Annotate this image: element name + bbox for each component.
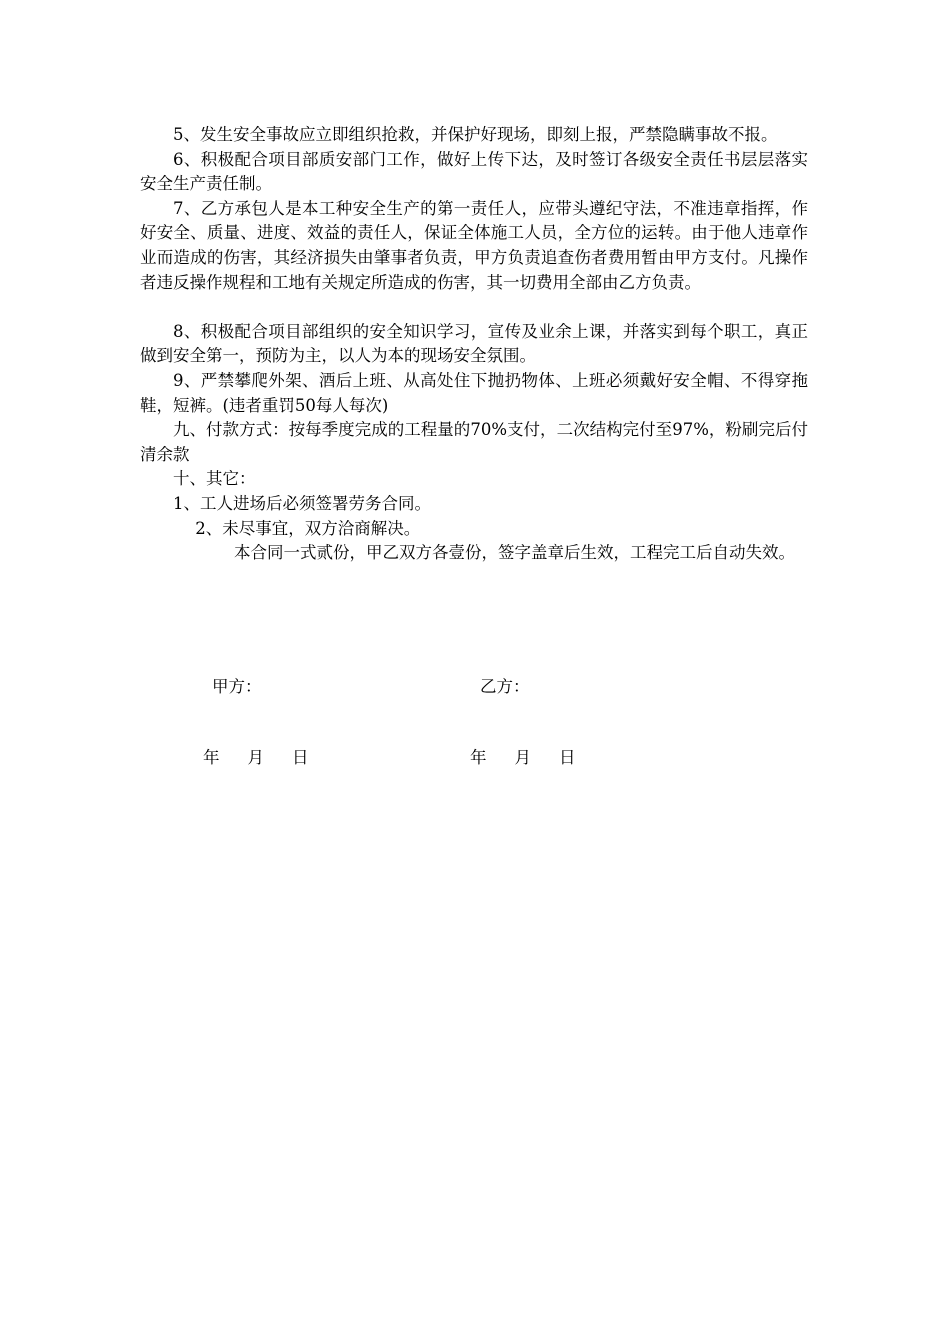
- party-a-date: [203, 746, 309, 770]
- party-b-date: [470, 746, 576, 770]
- other-item-1: 1、工人进场后必须签署劳务合同。: [173, 493, 431, 513]
- clause-5: 5、发生安全事故应立即组织抢救，并保护好现场，即刻上报，严禁隐瞒事故不报。: [173, 125, 778, 144]
- other-heading: 十、其它：: [173, 469, 256, 489]
- payment-terms: 九、付款方式：按每季度完成的工程量的70%支付，二次结构完付至97%，粉刷完后付清余款: [140, 420, 808, 464]
- clause-7: 7、乙方承包人是本工种安全生产的第一责任人，应带头遵纪守法，不准违章指挥，作好安全、质量、进度、效益的责任人，保证全体施工人员，全方位的运转。由于他人违章作业而造成的伤害，其经济损失由肇事者负责，甲方负责追查伤者费用暂由甲方支付。凡操作者违反操作规程和工地有关规定所造成的伤害，其一切费用全部由乙方负责。: [140, 198, 808, 292]
- party-a-label: 甲方：: [212, 677, 262, 696]
- clause-8: 8、积极配合项目部组织的安全知识学习，宣传及业余上课，并落实到每个职工，真正做到安全第一，预防为主，以人为本的现场安全氛围。: [140, 321, 808, 366]
- party-b-label: 乙方：: [480, 677, 530, 696]
- date-year: 年: [470, 748, 487, 767]
- date-day: 日: [292, 748, 309, 767]
- date-day: 日: [559, 748, 576, 767]
- contract-validity: 本合同一式贰份，甲乙双方各壹份，签字盖章后生效，工程完工后自动失效。: [234, 543, 796, 563]
- clause-6: 6、积极配合项目部质安部门工作，做好上传下达，及时签订各级安全责任书层层落实安全生产责任制。: [140, 149, 808, 194]
- clause-9: 9、严禁攀爬外架、酒后上班、从高处住下抛扔物体、上班必须戴好安全帽、不得穿拖鞋，短裤。(违者重罚50每人每次): [140, 370, 808, 415]
- date-year: 年: [203, 748, 220, 767]
- date-month: 月: [247, 748, 264, 767]
- blank-line: [140, 295, 808, 320]
- contract-body: [140, 123, 808, 566]
- date-month: 月: [514, 748, 531, 767]
- other-item-2: 2、未尽事宜，双方洽商解决。: [195, 518, 421, 538]
